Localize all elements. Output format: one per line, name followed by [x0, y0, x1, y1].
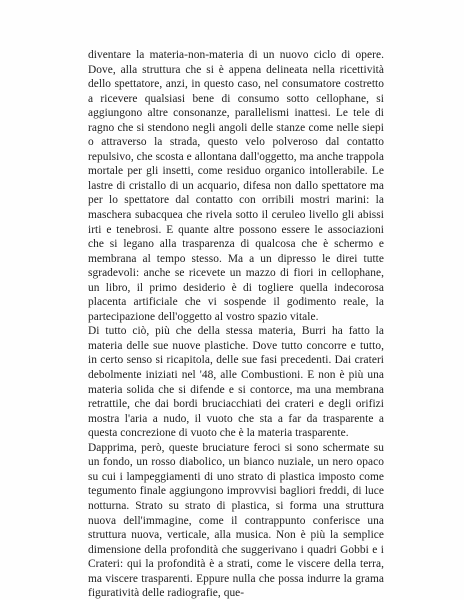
paragraph-3: Dapprima, però, queste bruciature feroci si sono schermate su un fondo, un rosso diabolico, un bianco nuziale, un nero opaco su cui i lampeggiamenti di uno strato di plastica imposto come tegumento finale aggiungono improvvisi bagliori freddi, di luce notturna. Strato su strato di plastica, si forma una struttura nuova dell'immagine, come il contrappunto conferisce una struttura nuova, verticale, alla musica. Non è più la semplice dimensione della profondità che suggerivano i quadri Gobbi e i Crateri: qui la profondità è a strati, come le viscere della terra, ma viscere trasparenti. Eppure nulla che possa indurre la grama figuratività delle radiografie, que- [88, 441, 384, 600]
paragraph-2: Di tutto ciò, più che della stessa materia, Burri ha fatto la materia delle sue nuove plastiche. Dove tutto concorre e tutto, in certo senso si ricapitola, delle sue fasi precedenti. Dai crateri debolmente iniziati nel '48, alle Combustioni. E non è più una materia solida che si difende e si contorce, ma una membrana retrattile, che dai bordi bruciacchiati dei crateri e degli orifizi mostra l'aria a nudo, il vuoto che sta a far da trasparente a questa concrezione di vuoto che è la materia trasparente. [88, 325, 384, 440]
body-text-column [88, 48, 384, 601]
paragraph-1: diventare la materia-non-materia di un nuovo ciclo di opere. Dove, alla struttura che si è appena delineata nella ricettività dello spettatore, anzi, in questo caso, nel consumatore costretto a ricevere qualsiasi bene di consumo sotto cellophane, si aggiungono altre consonanze, parallelismi inattesi. Le tele di ragno che si stendono negli angoli delle stanze come nelle siepi o attraverso la strada, questo velo polveroso dal contatto repulsivo, che scosta e allontana dall'oggetto, ma anche trappola mortale per gli insetti, come residuo organico intollerabile. Le lastre di cristallo di un acquario, difesa non dallo spettatore ma per lo spettatore dal contatto con orribili mostri marini: la maschera subacquea che rivela sotto il ceruleo livello gli abissi irti e tenebrosi. E quante altre possono essere le associazioni che si legano alla trasparenza di qualcosa che è schermo e membrana al tempo stesso. Ma a un dipresso le direi tutte sgradevoli: anche se ricevete un mazzo di fiori in cellophane, un libro, il primo desiderio è di togliere quella indecorosa placenta artificiale che vi sospende il godimento reale, la partecipazione dell'oggetto al vostro spazio vitale. [88, 49, 384, 323]
